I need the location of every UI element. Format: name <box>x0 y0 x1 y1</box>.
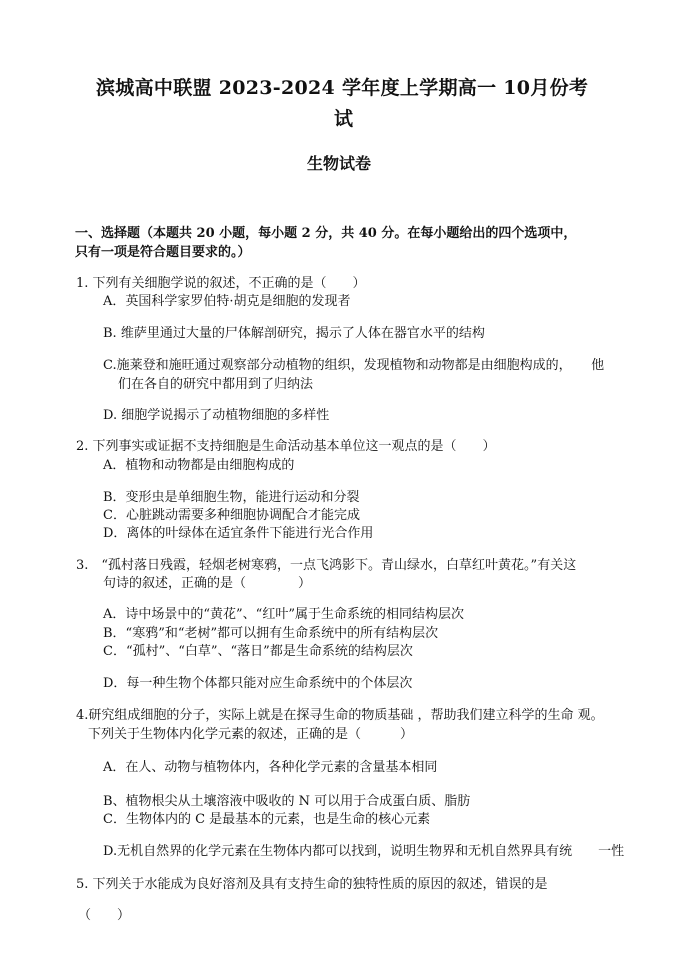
question-2-option-d: D．离体的叶绿体在适宜条件下能进行光合作用 <box>103 526 374 541</box>
question-5-stem: 5. 下列关于水能成为良好溶剂及具有支持生命的独特性质的原因的叙述，错误的是 <box>76 877 548 892</box>
page-title-line-2: 试 <box>334 108 354 130</box>
question-4-stem-cont: 下列关于生物体内化学元素的叙述，正确的是（ ） <box>88 727 414 742</box>
section-heading-line-2: 只有一项是符合题目要求的。） <box>75 245 251 260</box>
page-subtitle: 生物试卷 <box>307 154 372 173</box>
question-1-option-d: D. 细胞学说揭示了动植物细胞的多样性 <box>103 408 330 423</box>
question-2-stem: 2. 下列事实或证据不支持细胞是生命活动基本单位这一观点的是（ ） <box>76 439 496 454</box>
question-3-option-b: B．“寒鸦”和“老树”都可以拥有生命系统中的所有结构层次 <box>103 626 439 641</box>
question-3-stem: 3. “孤村落日残霞，轻烟老树寒鸦，一点飞鸿影下。青山绿水，白草红叶黄花。”有关这 <box>76 558 577 573</box>
page-title-line-1: 滨城高中联盟 2023-2024 学年度上学期高一 10月份考 <box>96 77 589 99</box>
question-4-option-d: D.无机自然界的化学元素在生物体内都可以找到，说明生物界和无机自然界具有统 一性 <box>103 844 625 859</box>
question-4-option-a: A．在人、动物与植物体内，各种化学元素的含量基本相同 <box>103 760 438 775</box>
question-4-option-b: B、植物根尖从土壤溶液中吸收的 N 可以用于合成蛋白质、脂肪 <box>103 794 471 809</box>
question-2-option-b: B．变形虫是单细胞生物，能进行运动和分裂 <box>103 490 360 505</box>
section-heading-line-1: 一、选择题（本题共 20 小题，每小题 2 分，共 40 分。在每小题给出的四个选项中， <box>75 226 577 241</box>
question-5-stem-cont: （ ） <box>78 908 131 923</box>
question-3-option-c: C．“孤村”、“白草”、“落日”都是生命系统的结构层次 <box>103 644 413 659</box>
question-4-option-c: C．生物体内的 C 是最基本的元素，也是生命的核心元素 <box>103 812 431 827</box>
question-2-option-a: A．植物和动物都是由细胞构成的 <box>103 458 295 473</box>
question-3-option-a: A．诗中场景中的“黄花”、“红叶”属于生命系统的相同结构层次 <box>103 607 464 622</box>
question-1-option-b: B. 维萨里通过大量的尸体解剖研究，揭示了人体在器官水平的结构 <box>103 326 485 341</box>
question-1-option-c: C.施莱登和施旺通过观察部分动植物的组织，发现植物和动物都是由细胞构成的， 他 <box>103 358 605 373</box>
question-4-stem: 4.研究组成细胞的分子，实际上就是在探寻生命的物质基础 ，帮助我们建立科学的生命 观。 <box>76 708 604 723</box>
question-1-option-a: A．英国科学家罗伯特·胡克是细胞的发现者 <box>103 294 351 309</box>
question-2-option-c: C．心脏跳动需要多种细胞协调配合才能完成 <box>103 508 360 523</box>
question-3-option-d: D．每一种生物个体都只能对应生命系统中的个体层次 <box>103 676 413 691</box>
question-3-stem-cont: 句诗的叙述，正确的是（ ） <box>103 576 312 591</box>
question-1-stem: 1. 下列有关细胞学说的叙述，不正确的是（ ） <box>76 276 366 291</box>
question-1-option-c-cont: 们在各自的研究中都用到了归纳法 <box>118 377 314 392</box>
